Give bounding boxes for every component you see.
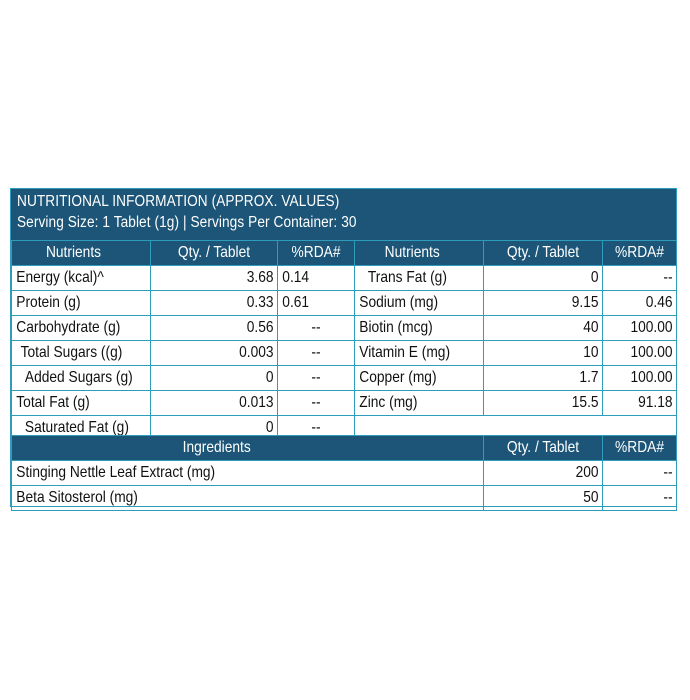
nutrient-rda: 0.46 [603,291,677,316]
table-row [12,316,677,341]
table-row [12,291,677,316]
table-row [12,266,677,291]
nutrient-qty: 0.33 [151,291,278,316]
nutrient-qty: 0 [151,366,278,391]
nutrients-header-row [12,241,677,266]
nutrition-panel [10,188,677,507]
nutrient-name: Zinc (mg) [355,391,484,416]
nutrient-qty: 10 [484,341,603,366]
col-header-qty: Qty. / Tablet [151,241,278,266]
nutrient-qty: 0.003 [151,341,278,366]
nutrient-rda: -- [278,391,355,416]
nutrient-name: Copper (mg) [355,366,484,391]
nutrient-rda: 0.61 [278,291,355,316]
nutrient-rda: -- [278,416,355,441]
col-header-ingredient-rda: %RDA# [603,436,677,461]
nutrient-qty: 9.15 [484,291,603,316]
nutrient-qty: 40 [484,316,603,341]
nutrient-name: Trans Fat (g) [355,266,484,291]
col-header-qty-2: Qty. / Tablet [484,241,603,266]
nutrient-qty: 3.68 [151,266,278,291]
nutrients-table [11,240,677,441]
nutrient-name: Energy (kcal)^ [12,266,151,291]
nutrient-qty: 15.5 [484,391,603,416]
nutrient-name: Saturated Fat (g) [12,416,151,441]
ingredient-name: Beta Sitosterol (mg) [12,486,484,511]
serving-info: Serving Size: 1 Tablet (1g) | Servings Per Container: 30 [17,214,357,231]
nutrient-rda: -- [278,316,355,341]
col-header-ingredient-qty: Qty. / Tablet [484,436,603,461]
nutrient-rda: -- [603,266,677,291]
table-row [12,366,677,391]
nutrition-title-band [11,189,676,240]
nutrient-rda: -- [278,341,355,366]
col-header-rda-2: %RDA# [603,241,677,266]
nutrient-qty: 0 [484,266,603,291]
nutrient-qty: 0 [151,416,278,441]
ingredient-qty: 50 [484,486,603,511]
nutrient-name: Total Fat (g) [12,391,151,416]
nutrient-name: Carbohydrate (g) [12,316,151,341]
nutrient-name: Vitamin E (mg) [355,341,484,366]
nutrient-rda: 100.00 [603,366,677,391]
nutrient-qty: 0.013 [151,391,278,416]
ingredient-rda: -- [603,486,677,511]
ingredients-table [11,435,677,511]
col-header-rda: %RDA# [278,241,355,266]
col-header-nutrients-2: Nutrients [355,241,484,266]
nutrient-name: Added Sugars (g) [12,366,151,391]
panel-title: NUTRITIONAL INFORMATION (APPROX. VALUES) [17,193,340,210]
nutrient-rda: 100.00 [603,316,677,341]
nutrient-name: Sodium (mg) [355,291,484,316]
nutrient-qty: 1.7 [484,366,603,391]
nutrient-name: Total Sugars ((g) [12,341,151,366]
table-row [12,341,677,366]
nutrient-rda: -- [278,366,355,391]
nutrient-rda: 0.14 [278,266,355,291]
nutrient-rda: 91.18 [603,391,677,416]
nutrient-name: Protein (g) [12,291,151,316]
col-header-ingredients: Ingredients [12,436,484,461]
table-row [12,486,677,511]
table-row [12,391,677,416]
ingredients-header-row [12,436,677,461]
nutrient-qty: 0.56 [151,316,278,341]
nutrient-rda: 100.00 [603,341,677,366]
ingredient-name: Stinging Nettle Leaf Extract (mg) [12,461,484,486]
ingredient-qty: 200 [484,461,603,486]
nutrient-name: Biotin (mcg) [355,316,484,341]
ingredient-rda: -- [603,461,677,486]
col-header-nutrients: Nutrients [12,241,151,266]
table-row [12,461,677,486]
